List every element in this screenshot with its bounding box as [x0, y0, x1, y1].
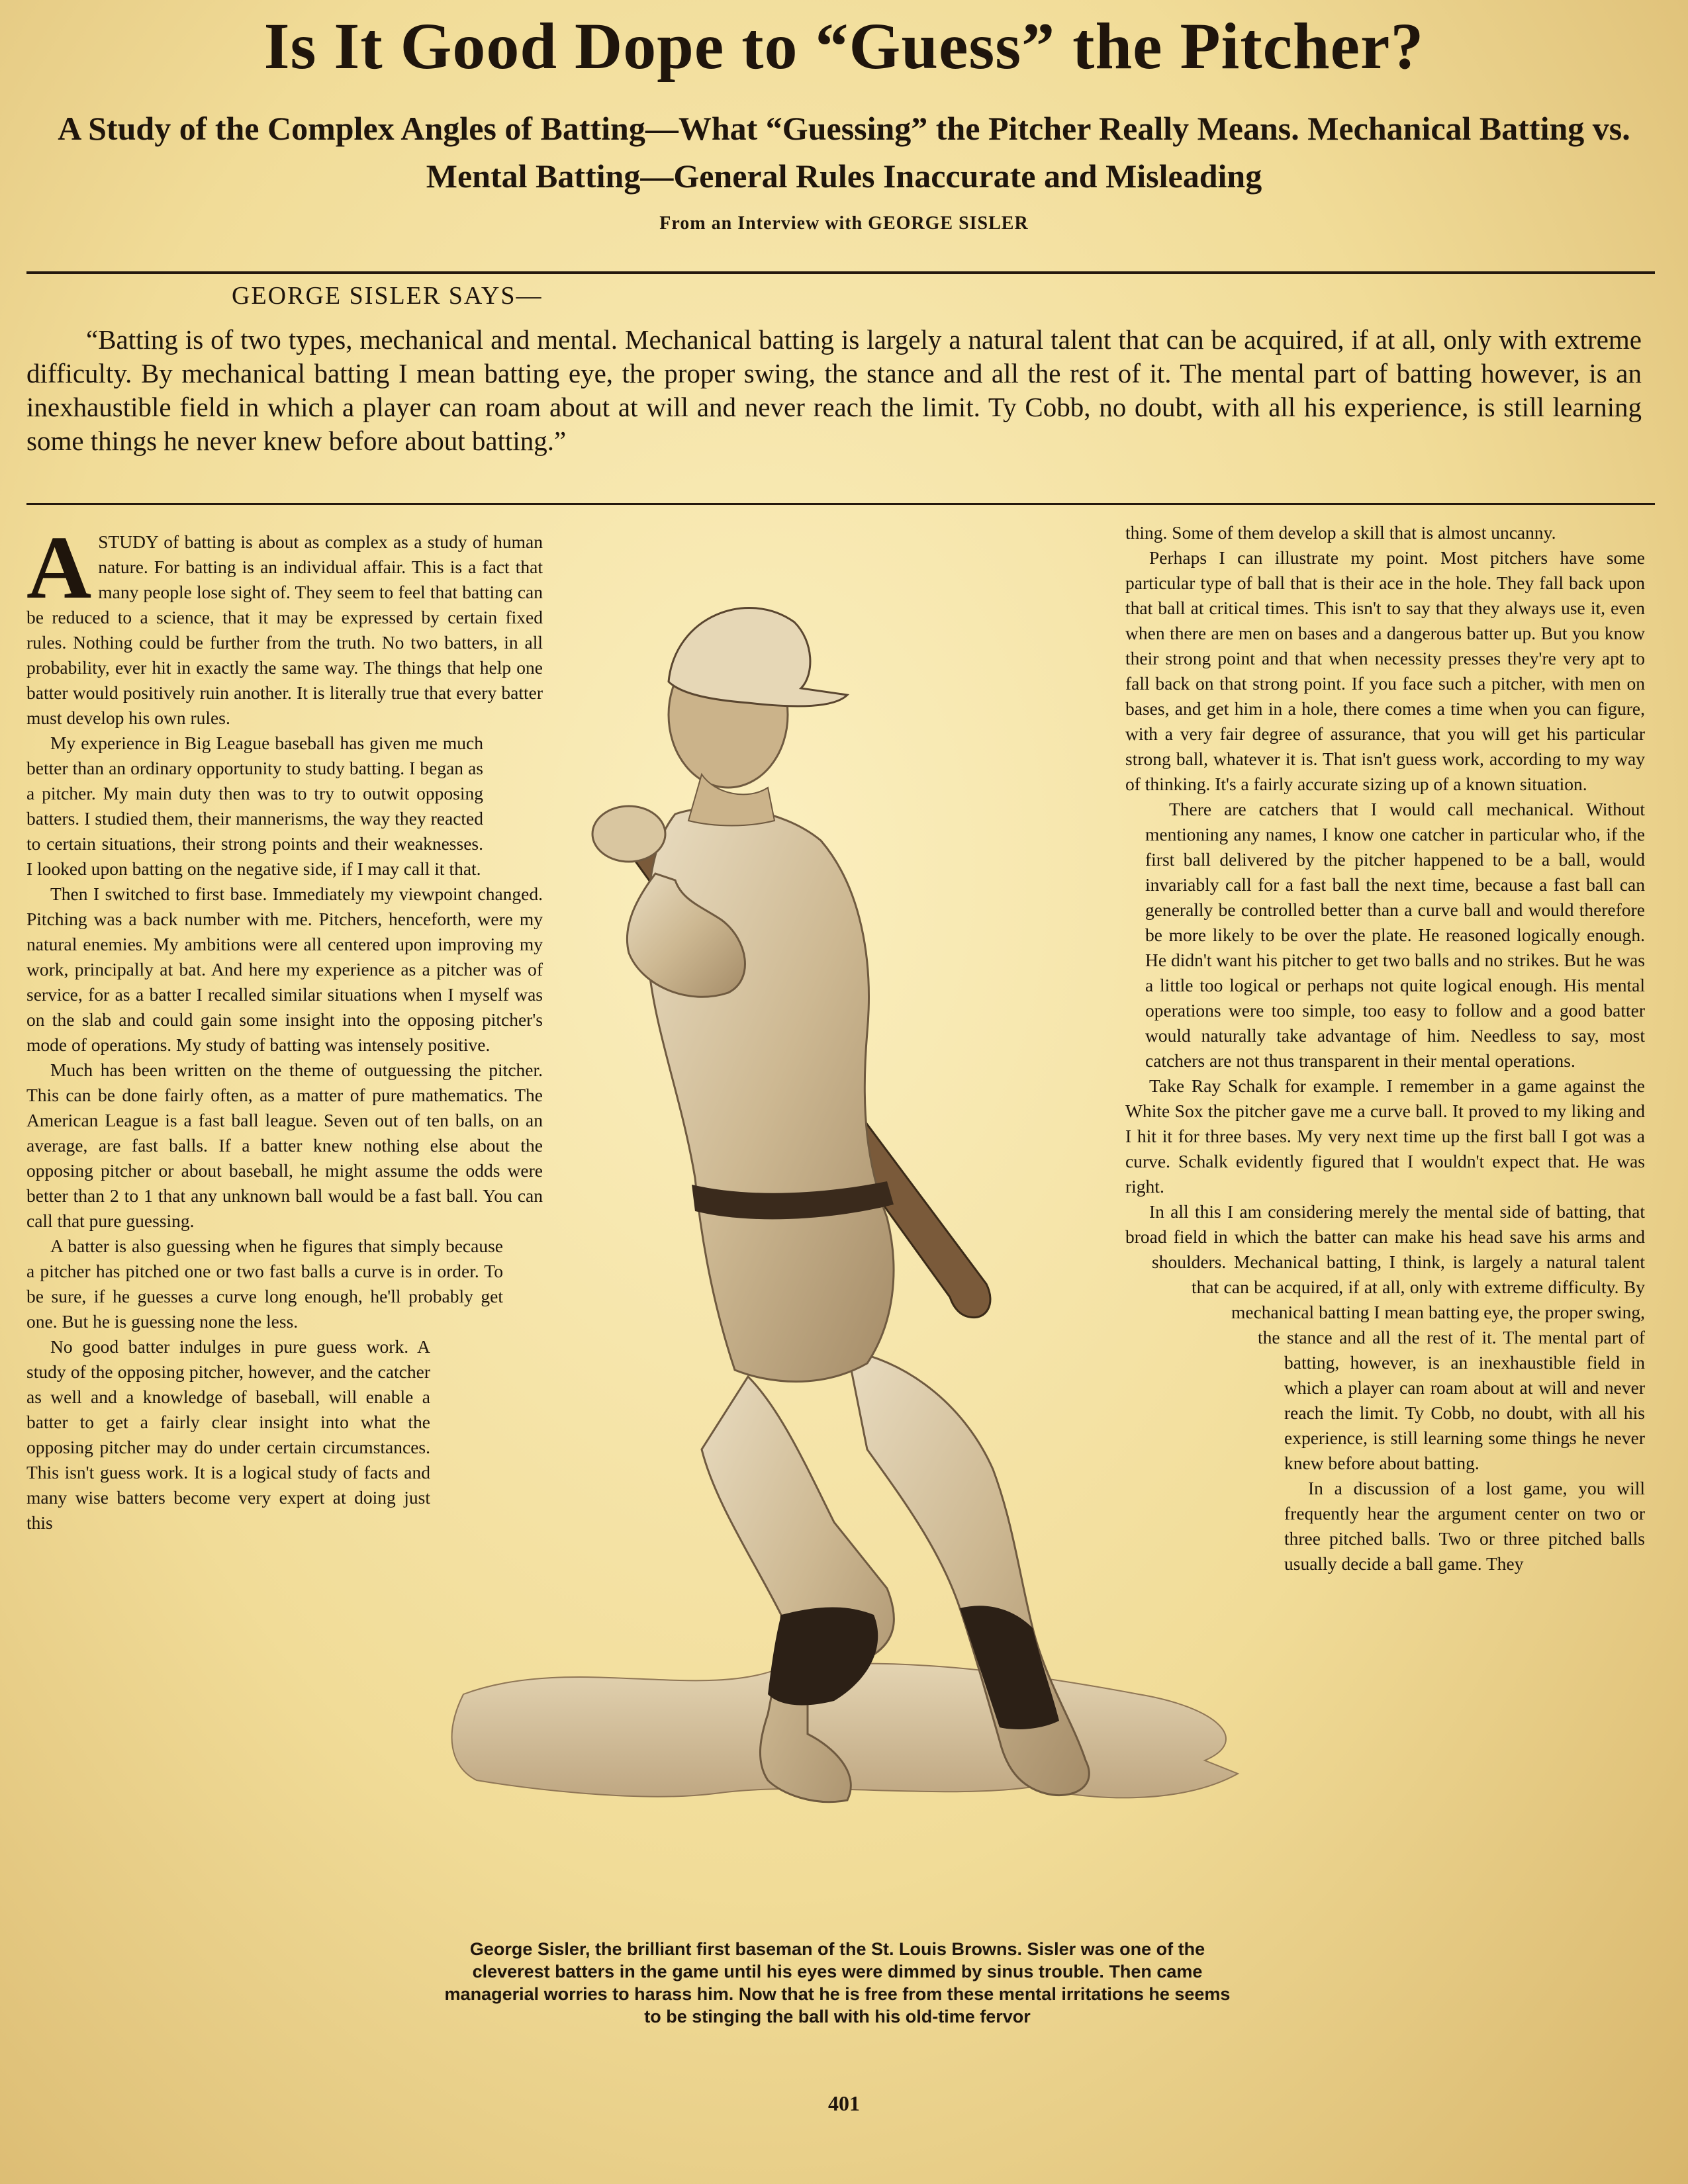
page-number: 401 — [828, 2091, 860, 2115]
left-column — [26, 518, 543, 1535]
left-paragraph-1 — [26, 518, 543, 731]
baseball-cap — [669, 608, 847, 706]
left-paragraph-2: My experience in Big League baseball has given me much better than an ordinary opportunity to study batting. I began as a pitcher. My main duty then was to try to outwit opposing batters. I studied them, their mannerisms, the way they reacted to certain situations, their strong points and their weaknesses. I looked upon batting on the negative side, if I may call it that. — [26, 733, 483, 879]
right-paragraph-4: Take Ray Schalk for example. I remember in a game against the White Sox the pitcher gave me a curve ball. It proved to my liking and I hit it for three bases. My very next time up the first ball I got was a curve. Schalk evidently figured that I wouldn't expect that. He was right. — [1125, 1075, 1645, 1197]
subheadline: A Study of the Complex Angles of Batting—What “Guessing” the Pitcher Really Means. Mechanical Batting vs. Mental Batting—General Rules Inaccurate and Misleading — [58, 110, 1630, 195]
left-paragraph-6: No good batter indulges in pure guess work. A study of the opposing pitcher, however, and the catcher as well and a knowledge of baseball, will enable a batter to get a fairly clear insight into what the opposing pitcher may do under certain circumstances. This isn't guess work. It is a logical study of facts and many wise batters become very expert at doing just this — [26, 1336, 430, 1533]
right-paragraph-5-text: In all this I am considering merely the mental side of batting, that broad field in which the batter can make his head save his arms and shoulders. Mechanical batting, I think, is largely a natural talent that can be acquired, if at all, only with extreme difficulty. By mechanical batting I mean batting eye, the proper swing, the stance and all the rest of it. The mental part of batting, however, is an inexhaustible field in which a player can roam about at will and never reach the limit. Ty Cobb, no doubt, with all his experience, is still learning some things he never knew before about batting. — [1125, 1201, 1645, 1473]
pull-quote: “Batting is of two types, mechanical and mental. Mechanical batting is largely a natural talent that can be acquired, if at all, only with extreme difficulty. By mechanical batting I mean batting eye, the proper swing, the stance and all the rest of it. The mental part of batting however, is an inexhaustible field in which a player can roam about at will and never reach the limit. Ty Cobb, no doubt, with all his experience, is still learning some things he never knew before about batting.” — [26, 324, 1642, 456]
drop-cap: A — [26, 518, 92, 617]
right-paragraph-2: Perhaps I can illustrate my point. Most pitchers have some particular type of ball that is their ace in the hole. They fall back upon that ball at critical times. This isn't to say that they always use it, even when there are men on bases and a dangerous batter up. But you know their strong point and that when necessity presses they're very apt to fall back on that strong point. If you face such a pitcher, with men on bases, and get him in a hole, there comes a time when you can figure, with a very fair degree of assurance, that you will get his particular strong ball, whatever it is. That isn't guess work, according to my way of thinking. It's a fairly accurate sizing up of a known situation. — [1125, 547, 1645, 794]
right-paragraph-5 — [1125, 1199, 1645, 1476]
gloved-hands — [592, 806, 665, 862]
left-paragraph-1-text: STUDY of batting is about as complex as a study of human nature. For batting is an individual affair. This is a fact that many people lose sight of. They seem to feel that batting can be reduced to a science, that it may be expressed by certain fixed rules. Nothing could be further from the truth. No two batters, in all probability, ever hit in exactly the same way. The things that help one batter would positively ruin another. It is literally true that every batter must develop his own rules. — [26, 531, 543, 728]
left-paragraph-5: A batter is also guessing when he figures that simply because a pitcher has pitched one or two fast balls a curve is in order. To be sure, if he guesses a curve long enough, he'll probably get one. But he is guessing none the less. — [26, 1236, 503, 1332]
byline: From an Interview with GEORGE SISLER — [659, 213, 1029, 234]
middle-divider-rule — [26, 503, 1655, 505]
left-paragraph-4: Much has been written on the theme of outguessing the pitcher. This can be done fairly often, as a matter of pure mathematics. The American League is a fast ball league. Seven out of ten balls, on an average, are fast balls. If a batter knew nothing else about the opposing pitcher or about baseball, he might assume the odds were better than 2 to 1 that any unknown ball would be a fast ball. You can call that pure guessing. — [26, 1060, 543, 1231]
photo-caption: George Sisler, the brilliant first baseman of the St. Louis Browns. Sisler was one of the cleverest batters in the game until his eyes were dimmed by sinus trouble. Then came managerial worries to harass him. Now that he is free from these mental irritations he seems to be stinging the ball with his old-time fervor — [444, 1939, 1231, 2026]
headline: Is It Good Dope to “Guess” the Pitcher? — [263, 9, 1425, 83]
says-heading: GEORGE SISLER SAYS— — [232, 282, 543, 310]
torso — [647, 807, 894, 1381]
right-column — [1125, 520, 1645, 1803]
left-paragraph-3: Then I switched to first base. Immediately my viewpoint changed. Pitching was a back number with me. Pitchers, henceforth, were my natural enemies. My ambitions were all centered upon improving my work, principally at bat. And here my experience as a pitcher was of service, for as a batter I recalled similar situations when I myself was on the slab and could gain some insight into the opposing pitcher's mode of operations. My study of batting was intensely positive. — [26, 884, 543, 1055]
right-paragraph-6: In a discussion of a lost game, you will frequently hear the argument center on two or three pitched balls. Two or three pitched balls usually decide a ball game. They — [1284, 1478, 1645, 1574]
right-paragraph-3: There are catchers that I would call mechanical. Without mentioning any names, I know one catcher in particular who, if the first ball delivered by the pitcher happened to be a ball, would invariably call for a fast ball the next time, because a fast ball can generally be controlled better than a curve ball and would therefore be more likely to be over the plate. He reasoned logically enough. He didn't want his pitcher to get two balls and no strikes. But he was a little too logical or perhaps not quite logical enough. His mental operations were too simple, too easy to follow and a good batter would naturally take advantage of him. Needless to say, most catchers are not thus transparent in their mental operations. — [1145, 799, 1645, 1071]
top-divider-rule — [26, 271, 1655, 274]
right-paragraph-1: thing. Some of them develop a skill that is almost uncanny. — [1125, 522, 1556, 543]
